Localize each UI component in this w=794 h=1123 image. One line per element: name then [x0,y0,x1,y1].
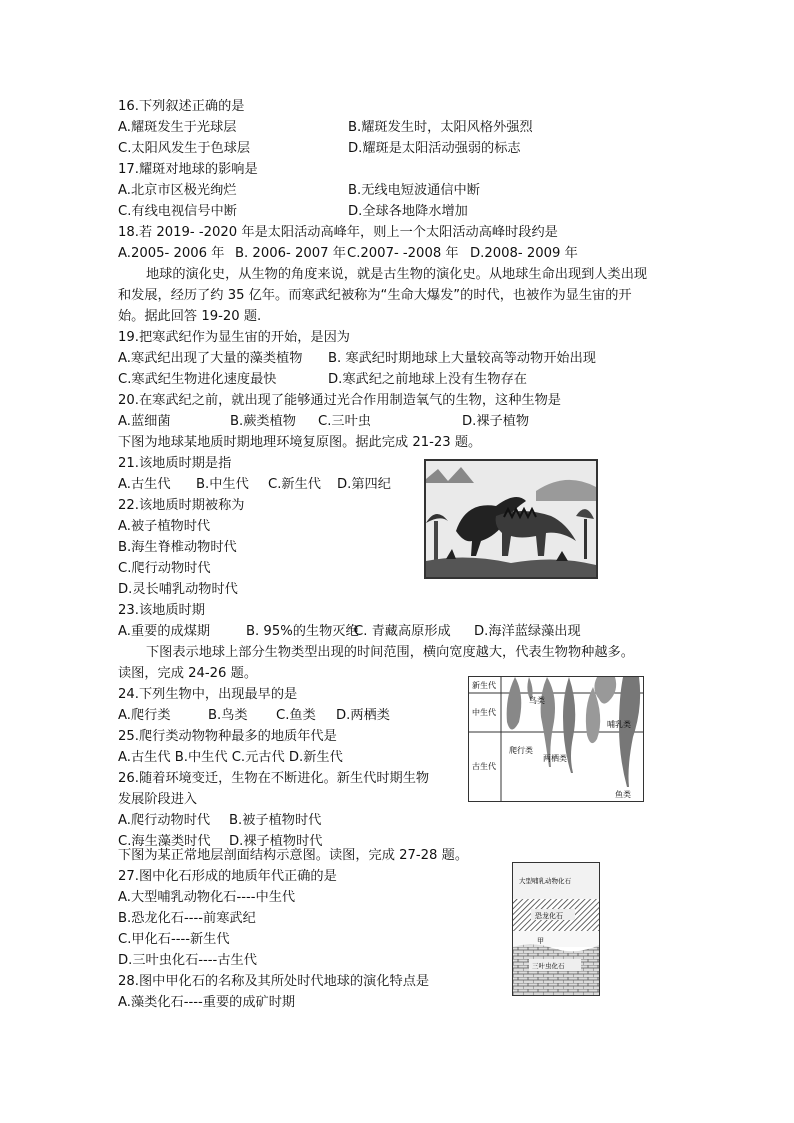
q17-option-a: A.北京市区极光绚烂 [118,183,237,198]
q23-option-b: B. 95%的生物灭绝 [246,624,359,639]
organism-evolution-svg [469,677,643,801]
q23-option-c: C. 青藏高原形成 [354,624,451,639]
q26-option-d: D.裸子植物时代 [229,834,323,849]
q21-option-d: D.第四纪 [337,477,391,492]
dinosaur-scene-illustration [426,461,596,577]
q23-option-d: D.海洋蓝绿藻出现 [474,624,581,639]
q19-option-a: A.寒武纪出现了大量的藻类植物 [118,351,303,366]
strata-jia-label: 甲 [537,937,544,945]
q26-option-b: B.被子植物时代 [229,813,322,828]
q26-option-a: A.爬行动物时代 [118,813,211,828]
q21-option-a: A.古生代 [118,477,171,492]
q21-stem: 21.该地质时期是指 [118,456,232,471]
q25-stem: 25.爬行类动物物种最多的地质年代是 [118,729,337,744]
q22-option-a: A.被子植物时代 [118,519,211,534]
q24-option-c: C.鱼类 [276,708,316,723]
q17-option-b: B.无线电短波通信中断 [348,183,480,198]
q17-option-c: C.有线电视信号中断 [118,204,237,219]
q27-option-a: A.大型哺乳动物化石----中生代 [118,890,296,905]
label-reptiles: 爬行类 [509,746,533,755]
organism-evolution-chart [468,676,644,802]
q26-stem-line-2: 发展阶段进入 [118,792,198,807]
intro-24-26-line-2: 读图，完成 24-26 题。 [118,666,258,681]
q20-option-b: B.蕨类植物 [230,414,296,429]
q27-option-d: D.三叶虫化石----古生代 [118,953,257,968]
dinosaur-scene-figure [424,459,598,579]
intro-27-28: 下图为某正常地层剖面结构示意图。读图，完成 27-28 题。 [118,848,469,863]
q23-option-a: A.重要的成煤期 [118,624,211,639]
q24-option-d: D.两栖类 [336,708,390,723]
q19-option-d: D.寒武纪之前地球上没有生物存在 [328,372,527,387]
label-fish: 鱼类 [615,790,631,799]
q26-stem-line-1: 26.随着环境变迁，生物在不断进化。新生代时期生物 [118,771,430,786]
q17-option-d: D.全球各地降水增加 [348,204,468,219]
passage-line-3: 始。据此回答 19-20 题. [118,309,262,324]
q19-option-c: C.寒武纪生物进化速度最快 [118,372,277,387]
label-mammals: 哺乳类 [607,720,631,729]
q21-option-c: C.新生代 [268,477,321,492]
q20-option-a: A.蓝细菌 [118,414,171,429]
q20-option-c: C.三叶虫 [318,414,371,429]
q16-option-b: B.耀斑发生时，太阳风格外强烈 [348,120,533,135]
q18-option-d: D.2008- 2009 年 [470,246,578,261]
passage-line-2: 和发展，经历了约 35 亿年。而寒武纪被称为“生命大爆发”的时代，也被作为显生宙的开 [118,288,632,303]
strata-trilobite-label: 三叶虫化石 [532,962,565,970]
era-label-paleozoic: 古生代 [472,762,496,771]
q16-option-d: D.耀斑是太阳活动强弱的标志 [348,141,521,156]
q16-stem: 16.下列叙述正确的是 [118,99,245,114]
era-label-cenozoic: 新生代 [472,681,496,690]
q19-stem: 19.把寒武纪作为显生宙的开始，是因为 [118,330,350,345]
label-birds: 鸟类 [529,696,545,705]
q25-options: A.古生代 B.中生代 C.元古代 D.新生代 [118,750,343,765]
bird-range-shape [507,677,522,730]
strata-dinosaur-label: 恐龙化石 [535,912,563,920]
label-amphibians: 两栖类 [543,754,567,763]
intro-24-26-line-1: 下图表示地球上部分生物类型出现的时间范围，横向宽度越大，代表生物物种越多。 [146,645,634,660]
q18-option-c: C.2007- -2008 年 [347,246,459,261]
strata-profile-svg [513,863,599,995]
strata-top-label: 大型哺乳动物化石 [519,877,571,885]
q27-option-b: B.恐龙化石----前寒武纪 [118,911,256,926]
q18-stem: 18.若 2019- -2020 年是太阳活动高峰年，则上一个太阳活动高峰时段约是 [118,225,558,240]
q27-option-c: C.甲化石----新生代 [118,932,230,947]
q24-stem: 24.下列生物中，出现最早的是 [118,687,298,702]
mammal-range-top-shape [594,677,616,704]
q17-stem: 17.耀斑对地球的影响是 [118,162,258,177]
q21-option-b: B.中生代 [196,477,249,492]
q23-stem: 23.该地质时期 [118,603,205,618]
q16-option-a: A.耀斑发生于光球层 [118,120,237,135]
q22-stem: 22.该地质时期被称为 [118,498,245,513]
q28-option-a: A.藻类化石----重要的成矿时期 [118,995,296,1010]
q27-stem: 27.图中化石形成的地质年代正确的是 [118,869,337,884]
era-label-mesozoic: 中生代 [472,708,496,717]
strata-profile-figure [512,862,600,996]
q22-option-d: D.灵长哺乳动物时代 [118,582,238,597]
passage-line-1: 地球的演化史，从生物的角度来说，就是古生物的演化史。从地球生命出现到人类出现 [146,267,648,282]
q18-option-a: A.2005- 2006 年 [118,246,225,261]
q26-option-c: C.海生藻类时代 [118,834,211,849]
q22-option-b: B.海生脊椎动物时代 [118,540,237,555]
q20-stem: 20.在寒武纪之前，就出现了能够通过光合作用制造氧气的生物，这种生物是 [118,393,561,408]
q20-option-d: D.裸子植物 [462,414,530,429]
intro-21-23: 下图为地球某地质时期地理环境复原图。据此完成 21-23 题。 [118,435,482,450]
q19-option-b: B. 寒武纪时期地球上大量较高等动物开始出现 [328,351,596,366]
q28-stem: 28.图中甲化石的名称及其所处时代地球的演化特点是 [118,974,430,989]
q22-option-c: C.爬行动物时代 [118,561,211,576]
q18-option-b: B. 2006- 2007 年 [235,246,346,261]
q16-option-c: C.太阳风发生于色球层 [118,141,251,156]
q24-option-a: A.爬行类 [118,708,171,723]
q24-option-b: B.鸟类 [208,708,248,723]
